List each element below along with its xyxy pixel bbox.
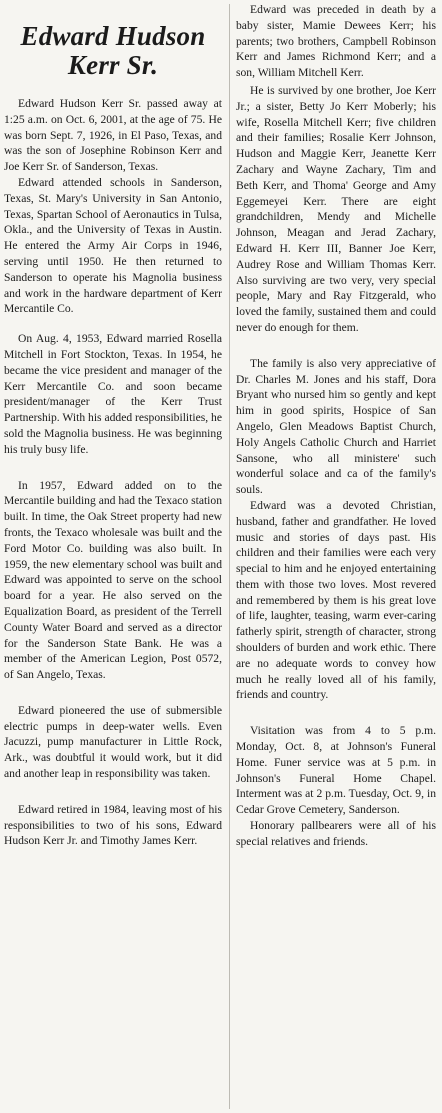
obituary-headline: Edward Hudson Kerr Sr. bbox=[20, 21, 206, 80]
right-column bbox=[236, 2, 436, 850]
paragraph-appreciation: The family is also very appreciative of Dr. Charles M. Jones and his staff, Dora Bryant who nursed him so gently and kept him in good spirits, Hospice of San Angelo, Glen Meadows Baptist Church, Holy Angels Catholic Church and Harriet Sansone, who all ministere' such wonderful solace and ca of the family's souls. bbox=[236, 356, 436, 497]
paragraph-pumps: Edward pioneered the use of submersible electric pumps in deep-water wells. Even Jacuzzi, pump manufacturer in Little Rock, Ark., was doubtful it would work, but it did and another leap in responsibility was taken. bbox=[4, 703, 222, 781]
left-column bbox=[4, 2, 222, 849]
paragraph-pallbearers: Honorary pallbearers were all of his special relatives and friends. bbox=[236, 819, 436, 848]
paragraph-services: Visitation was from 4 to 5 p.m. Monday, Oct. 8, at Johnson's Funeral Home. Funer service was at 5 p.m. in Johnson's Funeral Home Chapel. Interment was at 2 p.m. Tuesday, Oct. 9, in Cedar Grove Cemetery, Sanderson. bbox=[236, 724, 436, 817]
paragraph-education-and-service: Edward attended schools in Sanderson, Texas, St. Mary's University in San Antonio, Texas, Spartan School of Aeronautics in Tulsa, Okla., and the University of Texas in Austin. He entered the Army Air Corps in 1946, serving until 1950. He then returned to Sanderson to operate his Magnolia business and work in the hardware department of Kerr Mercantile Co. bbox=[4, 175, 222, 316]
column-divider bbox=[229, 4, 230, 1109]
paragraph-survivors: He is survived by one brother, Joe Kerr Jr.; a sister, Betty Jo Kerr Moberly; his wife, Rosella Mitchell Kerr; five children and their families; Rosalie Kerr Johnson, Hudson and Maggie Kerr, Jeanette Kerr Zachary and Wayne Zachary, Tim and Beth Kerr, and Thoma' George and Amy Eggemeyei Kerr. There are eight grandchildren, Mendy and Michelle Johnson, Meagan and Jerad Zachary, Edward H. Kerr III, Banner Joe Kerr, Audrey Rose and William Thomas Kerr. Also surviving are two very, very special people, Mary and Ray Fitzgerald, who loved the family, sustained them and could never do enough for them. bbox=[236, 83, 436, 334]
paragraph-marriage-and-career: On Aug. 4, 1953, Edward married Rosella Mitchell in Fort Stockton, Texas. In 1954, he became the vice president and manager of the Kerr Mercantile Co. and soon became president/manager of the Kerr Trust Partnership. With his added responsibilities, he sold the Magnolia business. He was beginning his truly busy life. bbox=[4, 332, 222, 456]
paragraph-business-and-civic: In 1957, Edward added on to the Mercantile building and had the Texaco station built. In time, the Oak Street property had new fronts, the Texaco wholesale was built and the Ford Motor Co. building was also built. In 1959, the new elementary school was built and Edward was appointed to serve on the school board for a year. He also served on the Equalization Board, as president of the Terrell County Water Board and served as a director for the Sanderson State Bank. He was a member of the American Legion, Post 0572, of San Angelo, Texas. bbox=[4, 478, 222, 682]
paragraph-character: Edward was a devoted Christian, husband, father and grandfather. He loved music and stories of days past. His children and their families were each very special to him and he enjoyed entertaining them with those two loves. Most revered and remembered by them is his great love of life, laughter, teasing, warm ever-caring fatherly spirit, strength of character, strong shoulders of burden and work ethic. There are no adequate words to convey how much he really loved all of his family, friends and country. bbox=[236, 498, 436, 702]
paragraph-preceded-in-death: Edward was preceded in death by a baby sister, Mamie Dewees Kerr; his parents; two brothers, Campbell Robinson Kerr and James Richmond Kerr; and a son, William Mitchell Kerr. bbox=[236, 3, 436, 80]
paragraph-death-and-birth: Edward Hudson Kerr Sr. passed away at 1:25 a.m. on Oct. 6, 2001, at the age of 75. He was born Sept. 7, 1926, in El Paso, Texas, and was the son of Josephine Robinson Kerr and Joe Kerr Sr. of Sanderson, Texas. bbox=[4, 97, 222, 174]
paragraph-retirement: Edward retired in 1984, leaving most of his responsibilities to two of his sons, Edward Hudson Kerr Jr. and Timothy James Kerr. bbox=[4, 802, 222, 848]
